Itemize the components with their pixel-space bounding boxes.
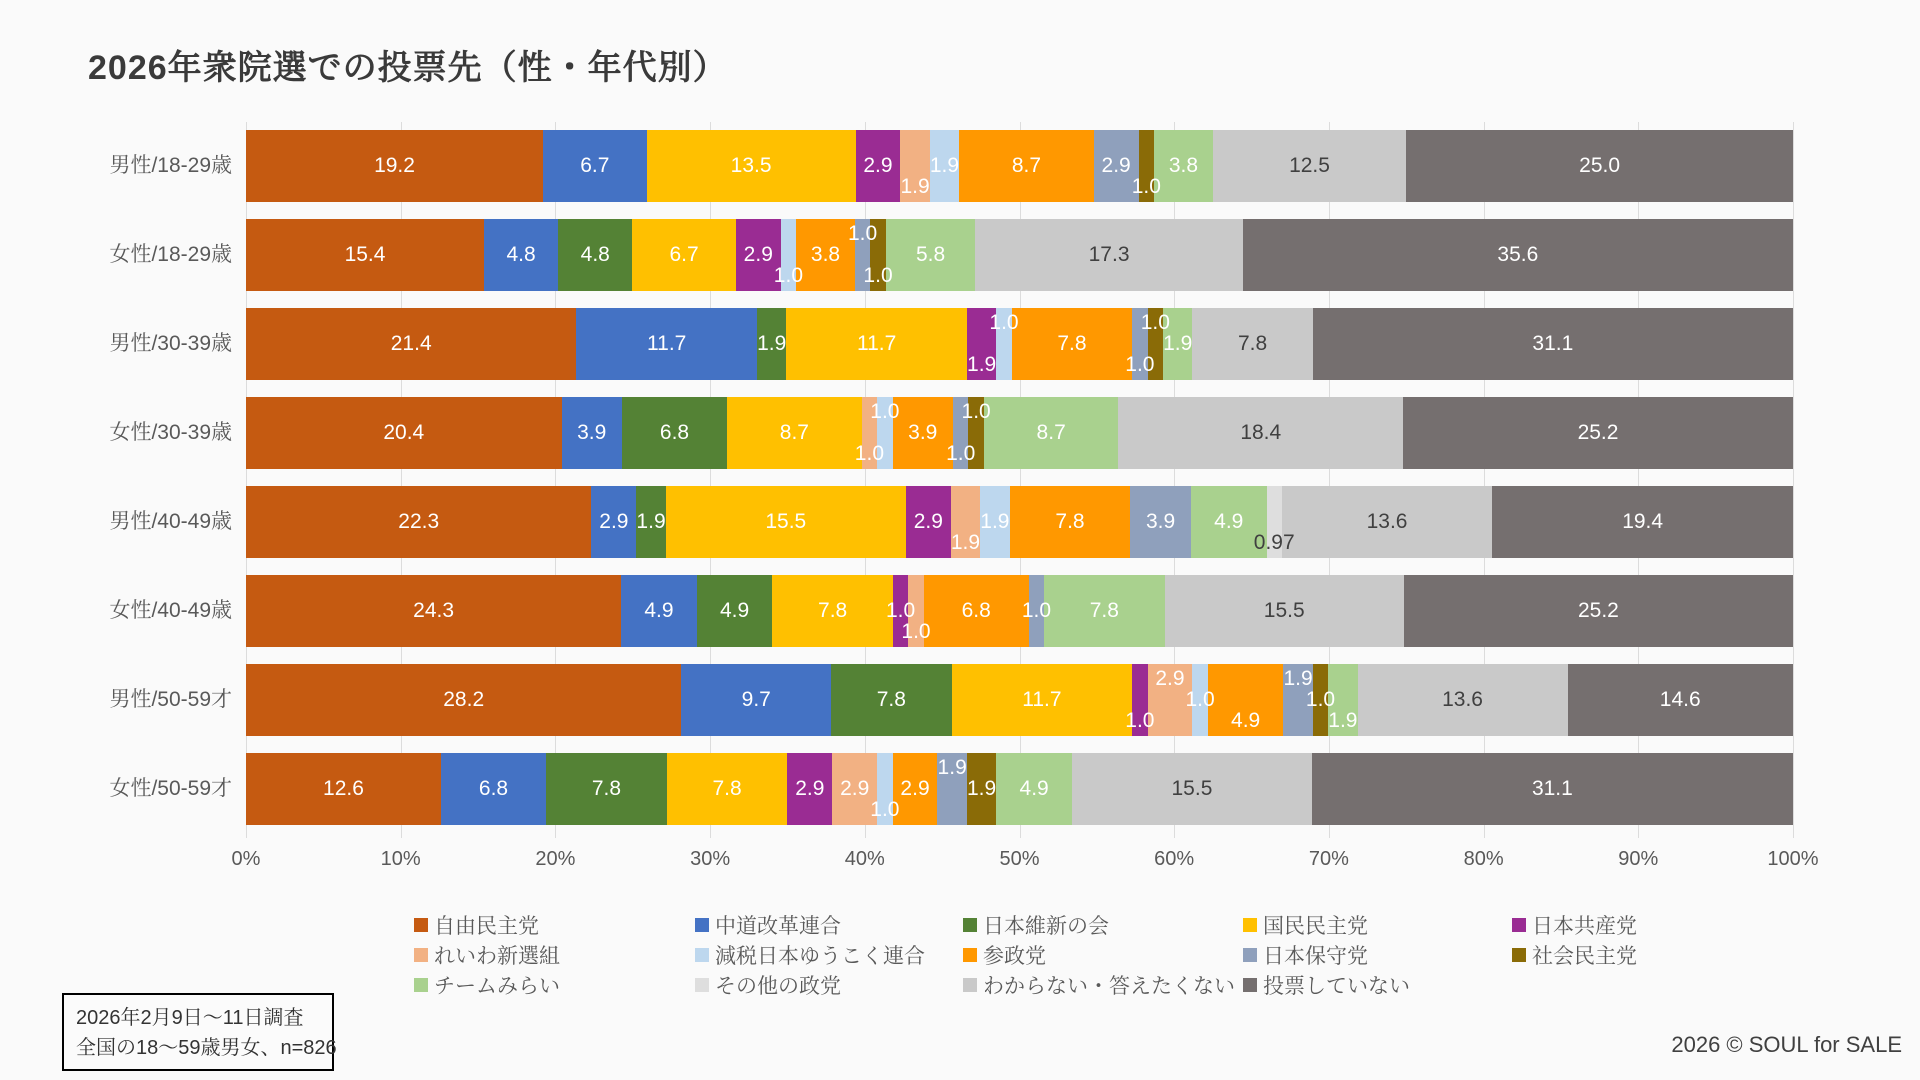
bar-value-label: 1.0 bbox=[847, 222, 878, 245]
bar-segment bbox=[946, 397, 976, 469]
bar-segment bbox=[1010, 486, 1131, 558]
legend-item bbox=[414, 912, 539, 938]
bar-segment bbox=[558, 219, 632, 291]
bar-segment bbox=[1406, 130, 1793, 202]
bar-segment bbox=[1044, 575, 1164, 647]
bar-value-label: 31.1 bbox=[1532, 332, 1574, 355]
bar-value-label: 2.9 bbox=[900, 777, 930, 800]
bar-segment bbox=[681, 664, 831, 736]
bar-segment bbox=[1191, 486, 1267, 558]
bar-segment bbox=[885, 575, 916, 647]
bar-value-label: 4.8 bbox=[580, 243, 610, 266]
legend-item bbox=[1512, 912, 1637, 938]
x-axis-tick-label: 90% bbox=[1618, 848, 1659, 870]
bar-row bbox=[246, 753, 1793, 825]
legend-item bbox=[695, 972, 841, 998]
legend-item-label: 日本共産党 bbox=[1532, 915, 1637, 938]
bar-value-label: 7.8 bbox=[712, 777, 742, 800]
bar-segment bbox=[1094, 130, 1139, 202]
bar-segment bbox=[959, 130, 1094, 202]
bar-value-label: 20.4 bbox=[383, 421, 425, 444]
x-axis-tick-label: 20% bbox=[535, 848, 576, 870]
bar-value-label: 7.8 bbox=[1089, 599, 1119, 622]
legend-marker-swatch bbox=[963, 948, 977, 962]
bar-value-label: 14.6 bbox=[1659, 688, 1701, 711]
bar-value-label: 1.9 bbox=[1328, 709, 1358, 732]
x-axis-tick-label: 30% bbox=[690, 848, 731, 870]
bar-row bbox=[246, 219, 1793, 291]
bar-segment bbox=[786, 308, 967, 380]
bar-value-label: 25.0 bbox=[1579, 154, 1621, 177]
bar-value-label: 2.9 bbox=[743, 243, 773, 266]
legend-item-label: 日本保守党 bbox=[1263, 945, 1368, 968]
bar-value-label: 13.6 bbox=[1366, 510, 1408, 533]
bar-value-label: 1.9 bbox=[967, 353, 997, 376]
bar-segment bbox=[1208, 664, 1284, 736]
bar-segment bbox=[900, 130, 929, 202]
bar-value-label: 1.0 bbox=[946, 442, 976, 465]
bar-value-label: 6.7 bbox=[580, 154, 610, 177]
bar-segment bbox=[1125, 308, 1155, 380]
bar-value-label: 7.8 bbox=[876, 688, 906, 711]
bar-segment bbox=[937, 753, 966, 825]
bar-segment bbox=[1305, 664, 1336, 736]
legend-item bbox=[695, 912, 841, 938]
bar-segment bbox=[1492, 486, 1793, 558]
bar-segment bbox=[246, 664, 681, 736]
bar-segment bbox=[757, 308, 786, 380]
bar-value-label: 1.0 bbox=[1305, 688, 1336, 711]
x-axis-tick-label: 50% bbox=[999, 848, 1040, 870]
bar-value-label: 1.0 bbox=[1021, 599, 1052, 622]
bar-segment bbox=[484, 219, 558, 291]
bar-segment bbox=[621, 575, 697, 647]
legend-marker-swatch bbox=[414, 948, 428, 962]
bar-segment bbox=[736, 219, 781, 291]
bar-segment bbox=[796, 219, 855, 291]
bar-segment bbox=[441, 753, 546, 825]
bar-segment bbox=[787, 753, 832, 825]
x-axis-tick-label: 60% bbox=[1154, 848, 1195, 870]
bar-value-label: 1.9 bbox=[950, 531, 981, 554]
bar-value-label: 1.9 bbox=[900, 175, 930, 198]
bar-segment bbox=[975, 219, 1242, 291]
legend-marker-swatch bbox=[1243, 918, 1257, 932]
bar-value-label: 7.8 bbox=[1237, 332, 1268, 355]
bar-segment bbox=[1568, 664, 1793, 736]
bar-value-label: 1.0 bbox=[1125, 709, 1155, 732]
bar-value-label: 0.97 bbox=[1253, 531, 1295, 554]
bar-value-label: 4.9 bbox=[644, 599, 674, 622]
bar-segment bbox=[576, 308, 757, 380]
bar-segment bbox=[1072, 753, 1312, 825]
bar-value-label: 6.8 bbox=[961, 599, 991, 622]
bar-segment bbox=[863, 219, 893, 291]
bar-value-label: 13.6 bbox=[1442, 688, 1483, 711]
bar-value-label: 7.8 bbox=[1057, 332, 1087, 355]
y-axis-category-label: 女性/30-39歳 bbox=[109, 421, 232, 444]
bar-value-label: 22.3 bbox=[398, 510, 440, 533]
bar-segment bbox=[667, 753, 788, 825]
bar-segment bbox=[1312, 753, 1793, 825]
legend-item-label: 参政党 bbox=[983, 945, 1046, 968]
bar-value-label: 1.9 bbox=[1283, 667, 1313, 690]
bar-segment bbox=[1358, 664, 1568, 736]
legend-item-label: 減税日本ゆうこく連合 bbox=[715, 945, 925, 968]
bar-value-label: 17.3 bbox=[1088, 243, 1130, 266]
legend-item bbox=[963, 912, 1109, 938]
legend-marker-swatch bbox=[695, 978, 709, 992]
bar-segment bbox=[1192, 308, 1312, 380]
bar-value-label: 6.8 bbox=[478, 777, 509, 800]
bar-value-label: 7.8 bbox=[1055, 510, 1085, 533]
bar-value-label: 12.5 bbox=[1289, 154, 1330, 177]
bar-segment bbox=[1131, 130, 1161, 202]
bar-value-label: 7.8 bbox=[818, 599, 848, 622]
x-axis-tick-label: 40% bbox=[844, 848, 885, 870]
bar-value-label: 1.9 bbox=[757, 332, 787, 355]
bar-value-label: 11.7 bbox=[647, 332, 687, 355]
bar-value-label: 28.2 bbox=[443, 688, 485, 711]
bar-segment bbox=[831, 664, 951, 736]
bar-value-label: 31.1 bbox=[1531, 777, 1573, 800]
bar-row bbox=[246, 130, 1793, 202]
survey-note-box bbox=[62, 993, 337, 1071]
legend-item-label: 社会民主党 bbox=[1532, 945, 1637, 968]
bar-value-label: 1.9 bbox=[636, 510, 666, 533]
bar-segment bbox=[854, 397, 885, 469]
bar-segment bbox=[246, 753, 441, 825]
bar-value-label: 21.4 bbox=[390, 332, 432, 355]
bar-segment bbox=[924, 575, 1029, 647]
legend-marker-swatch bbox=[1243, 948, 1257, 962]
bar-segment bbox=[1404, 575, 1793, 647]
legend-marker-swatch bbox=[1243, 978, 1257, 992]
legend-marker-swatch bbox=[695, 918, 709, 932]
bar-segment bbox=[980, 486, 1009, 558]
bar-segment bbox=[1165, 575, 1404, 647]
bar-segment bbox=[246, 308, 576, 380]
bar-value-label: 11.7 bbox=[856, 332, 897, 355]
bar-value-label: 1.0 bbox=[870, 400, 900, 423]
bar-value-label: 9.7 bbox=[741, 688, 771, 711]
bar-value-label: 19.2 bbox=[374, 154, 415, 177]
bar-value-label: 15.5 bbox=[765, 510, 807, 533]
bar-segment bbox=[951, 486, 980, 558]
bar-segment bbox=[886, 219, 976, 291]
bar-value-label: 1.9 bbox=[937, 756, 967, 779]
bar-value-label: 1.0 bbox=[863, 264, 893, 287]
bar-segment bbox=[1253, 486, 1295, 558]
bar-segment bbox=[1021, 575, 1052, 647]
bar-segment bbox=[1403, 397, 1793, 469]
bar-value-label: 1.0 bbox=[989, 311, 1019, 334]
chart-title: 2026年衆院選での投票先（性・年代別） bbox=[88, 49, 728, 87]
bar-value-label: 1.9 bbox=[966, 777, 997, 800]
bar-segment bbox=[930, 130, 959, 202]
bar-segment bbox=[961, 397, 991, 469]
bar-row bbox=[246, 397, 1793, 469]
credit-text: 2026 © SOUL for SALE bbox=[1671, 1032, 1902, 1057]
bar-value-label: 3.9 bbox=[577, 421, 607, 444]
bar-value-label: 1.0 bbox=[1185, 688, 1215, 711]
bar-value-label: 1.0 bbox=[961, 400, 991, 423]
bar-value-label: 1.0 bbox=[773, 264, 804, 287]
bar-value-label: 15.5 bbox=[1171, 777, 1213, 800]
bar-value-label: 1.0 bbox=[1131, 175, 1161, 198]
bar-value-label: 2.9 bbox=[863, 154, 893, 177]
bar-value-label: 4.9 bbox=[1231, 709, 1261, 732]
bar-segment bbox=[246, 486, 591, 558]
bar-segment bbox=[632, 219, 736, 291]
bar-segment bbox=[772, 575, 892, 647]
bar-value-label: 11.7 bbox=[1022, 688, 1062, 711]
bar-value-label: 5.8 bbox=[915, 243, 946, 266]
bar-segment bbox=[622, 397, 727, 469]
legend-item-label: 投票していない bbox=[1263, 975, 1410, 998]
legend-item-label: 日本維新の会 bbox=[983, 915, 1109, 938]
y-axis-category-label: 女性/18-29歳 bbox=[109, 243, 232, 266]
bar-row bbox=[246, 308, 1793, 380]
y-axis-category-label: 女性/40-49歳 bbox=[109, 599, 232, 622]
y-axis-category-label: 女性/50-59才 bbox=[109, 777, 232, 800]
bar-segment bbox=[870, 753, 900, 825]
bar-value-label: 4.9 bbox=[1019, 777, 1049, 800]
bar-segment bbox=[989, 308, 1019, 380]
bar-value-label: 12.6 bbox=[323, 777, 364, 800]
legend-marker-swatch bbox=[963, 918, 977, 932]
legend-item-label: チームみらい bbox=[434, 975, 560, 998]
bar-segment bbox=[727, 397, 862, 469]
bar-value-label: 3.8 bbox=[1168, 154, 1199, 177]
bar-segment bbox=[967, 308, 996, 380]
bar-value-label: 19.4 bbox=[1622, 510, 1664, 533]
bar-value-label: 15.5 bbox=[1263, 599, 1305, 622]
legend-item-label: その他の政党 bbox=[715, 975, 841, 998]
bar-value-label: 2.9 bbox=[840, 777, 870, 800]
y-axis-category-label: 男性/40-49歳 bbox=[109, 510, 232, 533]
bar-segment bbox=[666, 486, 906, 558]
bar-segment bbox=[996, 753, 1072, 825]
legend-item bbox=[963, 972, 1235, 998]
legend-item bbox=[414, 972, 560, 998]
x-axis-tick-label: 10% bbox=[380, 848, 421, 870]
bar-segment bbox=[246, 575, 621, 647]
bar-segment bbox=[952, 664, 1133, 736]
legend-item bbox=[1243, 972, 1410, 998]
legend-marker-swatch bbox=[1512, 918, 1526, 932]
bar-segment bbox=[1140, 308, 1170, 380]
bar-segment bbox=[1243, 219, 1793, 291]
bar-segment bbox=[847, 219, 878, 291]
bar-segment bbox=[893, 753, 938, 825]
bar-value-label: 3.8 bbox=[810, 243, 841, 266]
bar-value-label: 1.9 bbox=[980, 510, 1010, 533]
bar-value-label: 2.9 bbox=[795, 777, 825, 800]
y-axis-category-label: 男性/30-39歳 bbox=[109, 332, 232, 355]
bar-value-label: 3.9 bbox=[908, 421, 938, 444]
bar-segment bbox=[1282, 486, 1493, 558]
legend-item bbox=[695, 942, 925, 968]
bar-value-label: 8.7 bbox=[1036, 421, 1066, 444]
legend-item bbox=[963, 942, 1046, 968]
bar-segment bbox=[246, 397, 562, 469]
bar-value-label: 15.4 bbox=[344, 243, 386, 266]
legend-marker-swatch bbox=[695, 948, 709, 962]
bar-segment bbox=[591, 486, 636, 558]
bar-segment bbox=[1328, 664, 1357, 736]
bar-value-label: 4.8 bbox=[506, 243, 536, 266]
bar-value-label: 4.9 bbox=[1214, 510, 1244, 533]
bar-segment bbox=[1185, 664, 1215, 736]
bar-segment bbox=[1125, 664, 1155, 736]
bar-value-label: 8.7 bbox=[1011, 154, 1042, 177]
x-axis-tick-label: 0% bbox=[231, 848, 261, 870]
legend-item-label: 自由民主党 bbox=[434, 915, 539, 938]
bar-value-label: 1.0 bbox=[885, 599, 916, 622]
bar-value-label: 24.3 bbox=[413, 599, 455, 622]
x-axis-tick-label: 100% bbox=[1767, 848, 1819, 870]
bar-segment bbox=[1163, 308, 1192, 380]
bar-segment bbox=[1148, 664, 1193, 736]
bar-segment bbox=[543, 130, 647, 202]
bar-segment bbox=[870, 397, 900, 469]
survey-note-sample: 全国の18〜59歳男女、n=826 bbox=[76, 1037, 337, 1059]
bar-segment bbox=[901, 575, 931, 647]
bar-segment bbox=[1118, 397, 1403, 469]
bar-segment bbox=[832, 753, 877, 825]
bar-row bbox=[246, 486, 1793, 558]
bar-value-label: 1.0 bbox=[870, 798, 900, 821]
y-axis-category-label: 男性/50-59才 bbox=[109, 688, 232, 711]
legend-item-label: 国民民主党 bbox=[1263, 915, 1368, 938]
bar-value-label: 2.9 bbox=[1155, 667, 1185, 690]
x-axis-tick-label: 70% bbox=[1308, 848, 1349, 870]
legend-item-label: 中道改革連合 bbox=[715, 915, 841, 938]
bar-row bbox=[246, 664, 1793, 736]
bar-segment bbox=[1012, 308, 1132, 380]
bar-segment bbox=[893, 397, 953, 469]
x-axis-tick-label: 80% bbox=[1463, 848, 1504, 870]
gridline bbox=[1793, 122, 1794, 838]
bar-value-label: 18.4 bbox=[1240, 421, 1282, 444]
bar-segment bbox=[697, 575, 773, 647]
bar-value-label: 1.9 bbox=[929, 154, 960, 177]
bar-value-label: 13.5 bbox=[730, 154, 772, 177]
bar-value-label: 25.2 bbox=[1577, 421, 1619, 444]
bar-value-label: 2.9 bbox=[913, 510, 943, 533]
legend-marker-swatch bbox=[963, 978, 977, 992]
bar-value-label: 1.0 bbox=[901, 620, 931, 643]
bar-value-label: 35.6 bbox=[1497, 243, 1539, 266]
legend-item bbox=[414, 942, 560, 968]
bar-value-label: 6.7 bbox=[669, 243, 699, 266]
bar-value-label: 4.9 bbox=[720, 599, 750, 622]
legend-item-label: れいわ新選組 bbox=[434, 945, 560, 968]
bar-value-label: 1.0 bbox=[1140, 311, 1170, 334]
bar-segment bbox=[1283, 664, 1312, 736]
legend-marker-swatch bbox=[414, 918, 428, 932]
legend-item bbox=[1243, 942, 1368, 968]
bar-segment bbox=[636, 486, 665, 558]
bar-segment bbox=[906, 486, 951, 558]
y-axis-category-label: 男性/18-29歳 bbox=[109, 154, 232, 177]
bar-segment bbox=[562, 397, 622, 469]
bar-value-label: 2.9 bbox=[599, 510, 629, 533]
bar-value-label: 25.2 bbox=[1577, 599, 1619, 622]
bar-value-label: 8.7 bbox=[779, 421, 809, 444]
bar-value-label: 1.0 bbox=[854, 442, 885, 465]
bar-segment bbox=[773, 219, 804, 291]
bar-segment bbox=[1213, 130, 1406, 202]
bar-value-label: 6.8 bbox=[659, 421, 690, 444]
survey-note-date: 2026年2月9日〜11日調査 bbox=[76, 1007, 304, 1029]
bar-segment bbox=[1154, 130, 1213, 202]
bar-segment bbox=[546, 753, 667, 825]
bar-value-label: 1.9 bbox=[1163, 332, 1193, 355]
bar-segment bbox=[647, 130, 856, 202]
bar-value-label: 3.9 bbox=[1146, 510, 1176, 533]
bar-segment bbox=[1130, 486, 1190, 558]
bar-value-label: 2.9 bbox=[1101, 154, 1131, 177]
bar-value-label: 1.0 bbox=[1125, 353, 1155, 376]
bar-segment bbox=[967, 753, 996, 825]
legend-item bbox=[1243, 912, 1368, 938]
bar-segment bbox=[856, 130, 901, 202]
legend-item bbox=[1512, 942, 1637, 968]
bar-segment bbox=[1313, 308, 1793, 380]
bar-row bbox=[246, 575, 1793, 647]
legend-item-label: わからない・答えたくない bbox=[983, 975, 1235, 998]
bar-value-label: 7.8 bbox=[591, 777, 622, 800]
legend-marker-swatch bbox=[414, 978, 428, 992]
bar-segment bbox=[246, 130, 543, 202]
legend-marker-swatch bbox=[1512, 948, 1526, 962]
bar-segment bbox=[246, 219, 484, 291]
bar-segment bbox=[984, 397, 1119, 469]
